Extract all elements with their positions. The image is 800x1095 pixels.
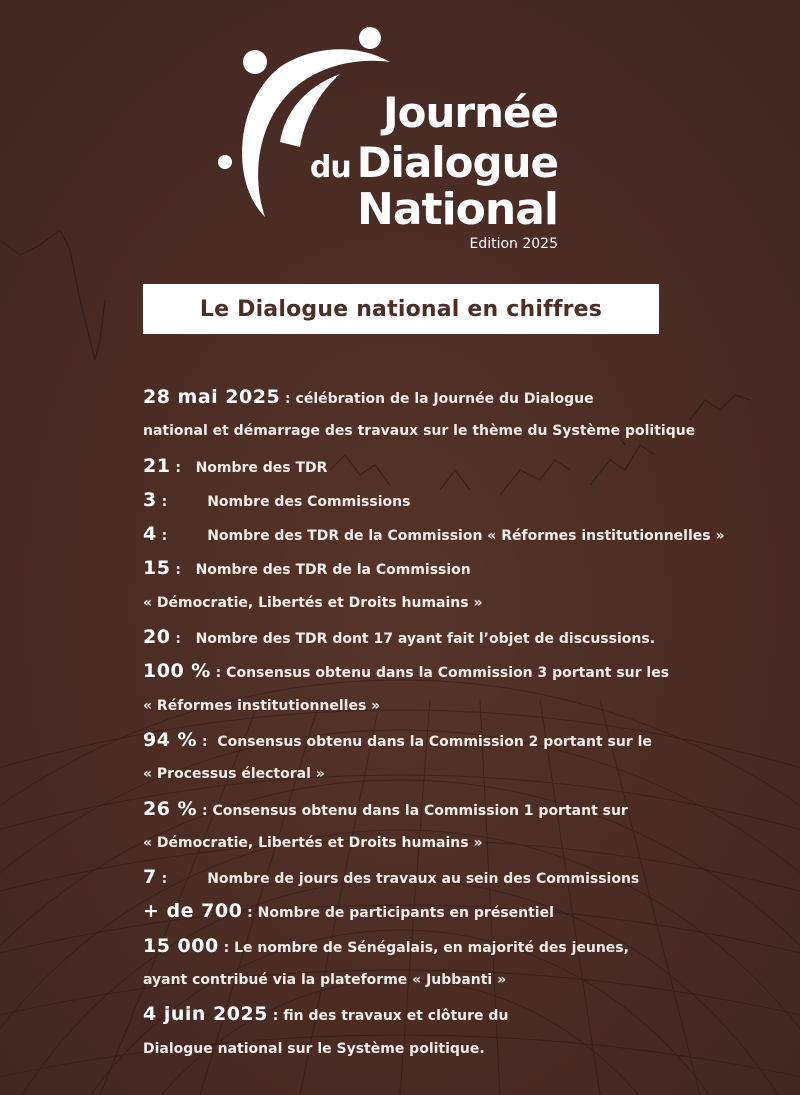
stat-text: Le nombre de Sénégalais, en majorité des jeunes, xyxy=(234,939,629,956)
stat-line: 94 % : Consensus obtenu dans la Commission 2 portant sur le xyxy=(143,728,652,751)
stat-line xyxy=(143,586,763,620)
stat-key: 4 juin 2025 xyxy=(143,1003,268,1026)
title-national: National xyxy=(357,184,558,235)
stat-text: national et démarrage des travaux sur le thème du Système politique xyxy=(143,423,696,440)
stat-key: 7 xyxy=(143,866,157,889)
stat-line xyxy=(143,414,763,448)
stat-text: « Réformes institutionnelles » xyxy=(143,697,381,714)
stat-line: 4 : Nombre des TDR de la Commission « Réformes institutionnelles » xyxy=(143,523,725,546)
stat-line: 15 000 : Le nombre de Sénégalais, en majorité des jeunes, xyxy=(143,934,629,957)
stat-line: 3 : Nombre des Commissions xyxy=(143,488,411,511)
stats-list xyxy=(143,380,763,1066)
stat-text: Nombre des TDR dont 17 ayant fait l’objet de discussions. xyxy=(195,631,656,648)
stat-text: Consensus obtenu dans la Commission 2 portant sur le xyxy=(217,733,652,750)
stat-text: Dialogue national sur le Système politique. xyxy=(143,1040,485,1057)
stat-key: 26 % xyxy=(143,797,198,820)
stat-line: 100 % : Consensus obtenu dans la Commission 3 portant sur les xyxy=(143,660,670,683)
edition-label: Edition 2025 xyxy=(469,236,558,252)
stat-line xyxy=(143,826,763,860)
stat-key: 15 xyxy=(143,557,171,580)
stat-text: Consensus obtenu dans la Commission 3 portant sur les xyxy=(226,665,670,682)
stat-text: célébration de la Journée du Dialogue xyxy=(295,391,594,407)
stat-text: Nombre des TDR de la Commission « Réformes institutionnelles » xyxy=(207,528,725,545)
stat-line: 28 mai 2025 : célébration de la Journée du Dialogue xyxy=(143,386,594,408)
stat-text: Nombre des TDR xyxy=(195,459,328,476)
stat-line: + de 700 : Nombre de participants en présentiel xyxy=(143,900,554,923)
title-dialogue: Dialogue xyxy=(356,138,558,187)
stat-key: 100 % xyxy=(143,660,211,683)
stat-text: ayant contribué via la plateforme « Jubbanti » xyxy=(143,972,507,989)
stat-text: Nombre des Commissions xyxy=(207,493,411,510)
stat-line xyxy=(143,689,763,723)
stat-text: « Processus électoral » xyxy=(143,766,325,783)
stat-key: 94 % xyxy=(143,728,198,751)
stat-line xyxy=(143,963,763,997)
stat-line xyxy=(143,1032,763,1066)
stat-line: 4 juin 2025 : fin des travaux et clôture du xyxy=(143,1003,509,1026)
stat-text: Nombre des TDR de la Commission xyxy=(195,562,471,579)
stat-text: Consensus obtenu dans la Commission 1 portant sur xyxy=(212,802,628,819)
title-journee: Journée xyxy=(383,88,558,137)
stat-text: « Démocratie, Libertés et Droits humains » xyxy=(143,594,483,611)
section-banner xyxy=(143,284,659,334)
stat-key: 15 000 xyxy=(143,934,219,957)
stat-key: + de 700 xyxy=(143,900,243,923)
stat-text: « Démocratie, Libertés et Droits humains » xyxy=(143,834,483,851)
banner-title: Le Dialogue national en chiffres xyxy=(199,296,603,322)
stat-line: 7 : Nombre de jours des travaux au sein des Commissions xyxy=(143,866,640,889)
stat-key: 3 xyxy=(143,488,157,511)
title-du: du xyxy=(309,150,351,185)
stat-line: 26 % : Consensus obtenu dans la Commission 1 portant sur xyxy=(143,797,628,820)
title-du-dialogue xyxy=(310,138,558,187)
stat-line: 15 : Nombre des TDR de la Commission xyxy=(143,557,471,580)
stat-key: 21 xyxy=(143,454,171,477)
stat-key: 4 xyxy=(143,523,157,546)
stat-line: 20 : Nombre des TDR dont 17 ayant fait l’objet de discussions. xyxy=(143,626,656,649)
stat-text: Nombre de jours des travaux au sein des Commissions xyxy=(207,871,640,888)
stat-line xyxy=(143,757,763,791)
stat-key: 20 xyxy=(143,626,171,649)
stat-text: Nombre de participants en présentiel xyxy=(257,905,554,922)
stat-text: fin des travaux et clôture du xyxy=(283,1008,509,1025)
stat-line: 21 : Nombre des TDR xyxy=(143,454,328,477)
stat-key: 28 mai 2025 xyxy=(143,386,281,408)
